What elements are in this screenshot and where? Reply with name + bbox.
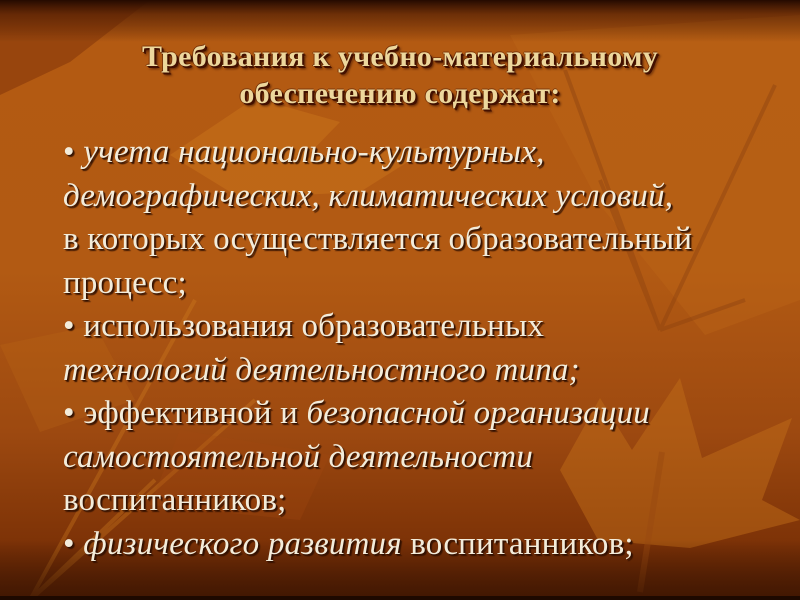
slide-title	[0, 38, 800, 112]
text-segment: воспитанников;	[410, 525, 634, 562]
text-line	[63, 262, 783, 306]
text-line	[63, 479, 783, 523]
text-line	[63, 436, 783, 480]
text-segment: в которых осуществляется образовательный	[63, 221, 693, 257]
text-line	[63, 218, 783, 262]
text-segment: воспитанников;	[63, 482, 287, 518]
text-line	[63, 175, 783, 219]
title-line-1: Требования к учебно-материальному	[141, 40, 658, 73]
text-segment: безопасной организации	[306, 395, 650, 431]
text-line	[63, 349, 783, 393]
text-line	[63, 392, 783, 436]
bullet-marker: • использования образовательных	[63, 308, 545, 344]
text-segment: учета национально-культурных,	[83, 134, 545, 170]
bottom-edge-line	[0, 596, 800, 600]
text-line	[63, 523, 783, 567]
top-shadow-band	[0, 0, 800, 42]
slide-body	[63, 131, 783, 566]
text-line	[63, 305, 783, 349]
bullet-marker: •	[63, 525, 84, 562]
text-segment: демографических, климатических условий,	[63, 177, 674, 214]
bullet-marker: •	[63, 134, 84, 170]
title-line-2: обеспечению содержат:	[239, 77, 561, 110]
text-segment: самостоятельной деятельности	[63, 438, 534, 475]
text-segment: технологий деятельностного типа;	[63, 351, 580, 388]
text-line	[63, 131, 783, 175]
text-segment: физического развития	[83, 525, 411, 562]
bullet-marker: • эффективной и	[63, 395, 307, 431]
text-segment: процесс;	[63, 264, 187, 301]
